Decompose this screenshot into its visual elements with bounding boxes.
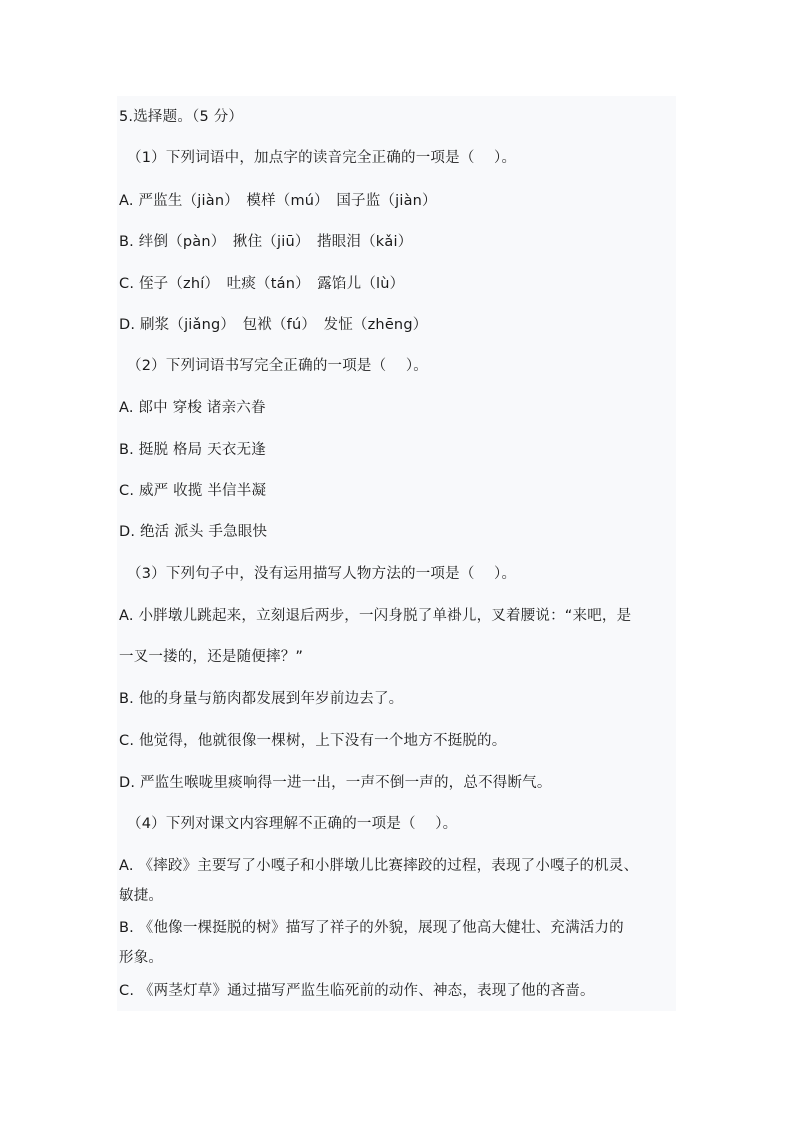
subquestion-4-option-c: C. 《两茎灯草》通过描写严监生临死前的动作、神态，表现了他的吝啬。 bbox=[119, 983, 595, 999]
subquestion-4-option-a-cont: 敏捷。 bbox=[119, 888, 164, 904]
subquestion-2-option-a: A. 郎中 穿梭 诸亲六眷 bbox=[119, 400, 266, 416]
subquestion-1-option-b: B. 绊倒（pàn） 揪住（jiū） 揩眼泪（kǎi） bbox=[119, 234, 413, 250]
subquestion-3-option-a-cont: 一叉一搂的，还是随便摔？” bbox=[119, 649, 304, 665]
subquestion-4-option-b: B. 《他像一棵挺脱的树》描写了祥子的外貌，展现了他高大健壮、充满活力的 bbox=[119, 920, 624, 936]
subquestion-1-option-c: C. 侄子（zhí） 吐痰（tán） 露馅儿（lù） bbox=[119, 276, 405, 292]
subquestion-3-option-d: D. 严监生喉咙里痰响得一进一出，一声不倒一声的，总不得断气。 bbox=[119, 775, 552, 791]
subquestion-1-option-a: A. 严监生（jiàn） 模样（mú） 国子监（jiàn） bbox=[119, 193, 437, 209]
subquestion-4-option-b-cont: 形象。 bbox=[119, 950, 164, 966]
subquestion-2-prompt: （2）下列词语书写完全正确的一项是（ ）。 bbox=[127, 358, 428, 374]
subquestion-3-prompt: （3）下列句子中，没有运用描写人物方法的一项是（ ）。 bbox=[127, 566, 517, 582]
subquestion-2-option-c: C. 威严 收揽 半信半凝 bbox=[119, 483, 267, 499]
subquestion-2-option-b: B. 挺脱 格局 天衣无逢 bbox=[119, 442, 266, 458]
subquestion-3-option-a: A. 小胖墩儿跳起来，立刻退后两步，一闪身脱了单褂儿，叉着腰说：“来吧，是 bbox=[119, 608, 632, 624]
subquestion-3-option-c: C. 他觉得，他就很像一棵树，上下没有一个地方不挺脱的。 bbox=[119, 733, 507, 749]
subquestion-3-option-b: B. 他的身量与筋肉都发展到年岁前边去了。 bbox=[119, 691, 404, 707]
subquestion-1-option-d: D. 刷浆（jiǎng） 包袱（fú） 发怔（zhēng） bbox=[119, 317, 428, 333]
subquestion-2-option-d: D. 绝活 派头 手急眼快 bbox=[119, 524, 268, 540]
subquestion-4-prompt: （4）下列对课文内容理解不正确的一项是（ ）。 bbox=[127, 816, 458, 832]
subquestion-1-prompt: （1）下列词语中，加点字的读音完全正确的一项是（ ）。 bbox=[127, 150, 517, 166]
question-heading: 5.选择题。（5 分） bbox=[119, 109, 244, 125]
subquestion-4-option-a: A. 《摔跤》主要写了小嘎子和小胖墩儿比赛摔跤的过程，表现了小嘎子的机灵、 bbox=[119, 858, 639, 874]
